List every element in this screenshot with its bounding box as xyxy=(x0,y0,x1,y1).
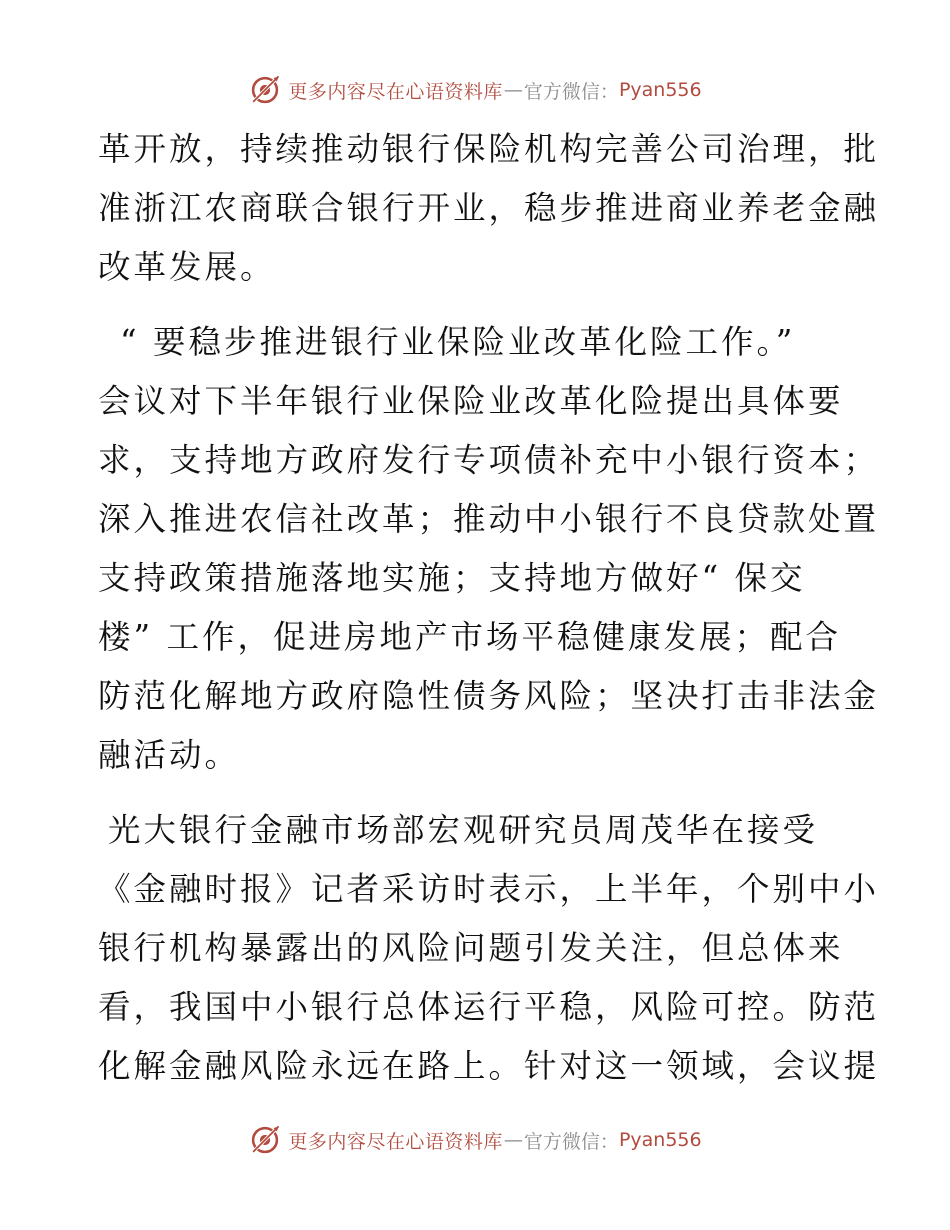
watermark-label: 官方微信： xyxy=(523,80,619,103)
text-line: 革开放，持续推动银行保险机构完善公司治理，批 xyxy=(98,130,880,168)
watermark-separator: — xyxy=(503,1129,523,1151)
text-line: 《金融时报》记者采访时表示，上半年，个别中小 xyxy=(98,870,880,908)
paragraph-gap xyxy=(98,297,858,313)
watermark-site-text: 更多内容尽在心语资料库 xyxy=(288,80,503,103)
watermark-separator: — xyxy=(503,79,523,101)
text-line: 看，我国中小银行总体运行平稳，风险可控。防范 xyxy=(98,988,880,1026)
text-line: 化解金融风险永远在路上。针对这一领域，会议提 xyxy=(98,1047,880,1085)
pen-logo-icon xyxy=(248,73,282,107)
header-watermark xyxy=(0,70,950,110)
paragraph xyxy=(98,313,880,785)
text-line: 融活动。 xyxy=(98,736,241,774)
text-line: 防范化解地方政府隐性债务风险；坚决打击非法金 xyxy=(98,677,880,715)
paragraph xyxy=(98,801,880,1096)
pen-logo-icon xyxy=(248,1123,282,1157)
text-line: 会议对下半年银行业保险业改革化险提出具体要 xyxy=(98,382,844,420)
watermark-site-text: 更多内容尽在心语资料库 xyxy=(288,1130,503,1153)
text-line: 支持政策措施落地实施；支持地方做好“ 保交 xyxy=(98,559,806,597)
paragraph xyxy=(98,120,880,297)
footer-watermark xyxy=(0,1120,950,1160)
paragraph-gap xyxy=(98,785,858,801)
text-line: 光大银行金融市场部宏观研究员周茂华在接受 xyxy=(108,811,819,849)
text-line: 楼” 工作，促进房地产市场平稳健康发展；配合 xyxy=(98,618,841,656)
text-line: 深入推进农信社改革；推动中小银行不良贷款处置 xyxy=(98,500,880,538)
document-body xyxy=(98,120,880,1096)
watermark-label: 官方微信： xyxy=(523,1130,619,1153)
watermark-wechat-id: Pyan556 xyxy=(618,79,702,101)
text-line: 银行机构暴露出的风险问题引发关注，但总体来 xyxy=(98,929,844,967)
text-line: “ 要稳步推进银行业保险业改革化险工作。” xyxy=(120,323,796,361)
text-line: 改革发展。 xyxy=(98,248,276,286)
text-line: 求，支持地方政府发行专项债补充中小银行资本； xyxy=(98,441,880,479)
text-line: 准浙江农商联合银行开业，稳步推进商业养老金融 xyxy=(98,189,880,227)
watermark-wechat-id: Pyan556 xyxy=(618,1129,702,1151)
